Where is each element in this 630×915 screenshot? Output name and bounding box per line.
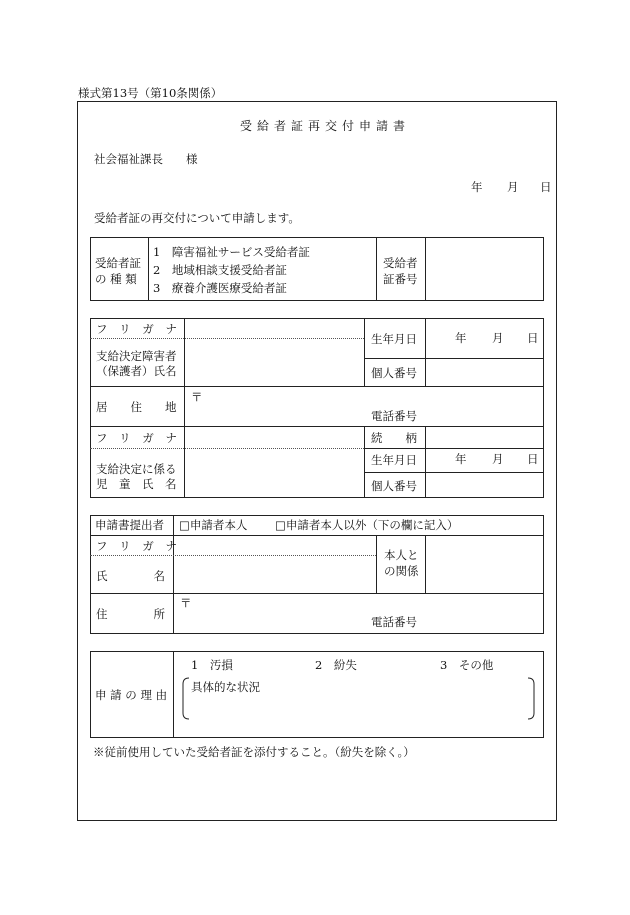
child-relation-field[interactable] bbox=[427, 428, 542, 446]
recipient-id-label: 個人番号 bbox=[371, 366, 417, 380]
submitter-name-label: 氏 名 bbox=[96, 569, 165, 583]
recipient-phone-label: 電話番号 bbox=[371, 409, 417, 423]
submitter-furigana-field[interactable] bbox=[175, 537, 374, 554]
recipient-name-field[interactable] bbox=[186, 340, 362, 384]
attachment-note: ※従前使用していた受給者証を添付すること。（紛失を除く。） bbox=[93, 745, 415, 759]
recipient-birth-day: 日 bbox=[527, 331, 539, 345]
reason-option-2[interactable]: 2 紛失 bbox=[315, 658, 357, 672]
cert-option-2: 2 地域相談支援受給者証 bbox=[153, 263, 287, 277]
reason-detail-label: 具体的な状況 bbox=[191, 680, 260, 694]
child-id-label: 個人番号 bbox=[371, 479, 417, 493]
addressee: 社会福祉課長 様 bbox=[94, 152, 198, 166]
form-id: 様式第13号（第10条関係） bbox=[78, 86, 223, 100]
submitter-address-label: 住 所 bbox=[96, 607, 165, 621]
recipient-address-label: 居 住 地 bbox=[96, 400, 177, 414]
reason-option-3[interactable]: 3 その他 bbox=[440, 658, 494, 672]
postal-mark: 〒 bbox=[191, 390, 203, 404]
date-day-label: 日 bbox=[540, 180, 552, 194]
child-birth-month: 月 bbox=[492, 452, 504, 466]
submitter-label: 申請書提出者 bbox=[95, 518, 164, 532]
reason-label: 申 請 の 理 由 bbox=[95, 688, 168, 702]
date-year-label: 年 bbox=[471, 180, 483, 194]
child-birth-year: 年 bbox=[455, 452, 467, 466]
child-name-label: 支給決定に係る bbox=[96, 462, 177, 476]
cert-number-field[interactable] bbox=[427, 239, 542, 299]
cert-type-label: 受給者証 bbox=[95, 256, 141, 270]
recipient-furigana-field[interactable] bbox=[186, 320, 362, 337]
cert-number-label: 受給者 bbox=[383, 256, 418, 270]
cert-option-3: 3 療養介護医療受給者証 bbox=[153, 281, 287, 295]
submitter-name-field[interactable] bbox=[175, 557, 374, 591]
child-birth-day: 日 bbox=[527, 452, 539, 466]
child-name-field[interactable] bbox=[186, 450, 362, 496]
cert-option-1: 1 障害福祉サービス受給者証 bbox=[153, 245, 310, 259]
recipient-furigana-label: フ リ ガ ナ bbox=[96, 322, 181, 336]
reason-option-1[interactable]: 1 汚損 bbox=[191, 658, 233, 672]
cert-number-label-2: 証番号 bbox=[383, 272, 418, 286]
recipient-birth-month: 月 bbox=[492, 331, 504, 345]
child-relation-label: 続 柄 bbox=[371, 431, 417, 445]
date-month-label: 月 bbox=[507, 180, 519, 194]
reason-detail-field[interactable] bbox=[190, 696, 524, 718]
intro-text: 受給者証の再交付について申請します。 bbox=[94, 211, 300, 225]
recipient-name-label-2: （保護者）氏名 bbox=[96, 364, 177, 378]
cert-type-label-2: の 種 類 bbox=[95, 272, 137, 286]
recipient-id-field[interactable] bbox=[427, 360, 542, 384]
child-birth-label: 生年月日 bbox=[371, 453, 417, 467]
form-title: 受給者証再交付申請書 bbox=[240, 119, 411, 133]
recipient-address-field[interactable] bbox=[200, 388, 542, 424]
child-name-label-2: 児 童 氏 名 bbox=[96, 477, 177, 491]
submitter-option-other[interactable]: □申請者本人以外（下の欄に記入） bbox=[275, 518, 459, 532]
submitter-phone-label: 電話番号 bbox=[371, 615, 417, 629]
submitter-relation-label: 本人と bbox=[384, 548, 419, 562]
child-furigana-field[interactable] bbox=[186, 428, 362, 446]
submitter-option-self[interactable]: □申請者本人 bbox=[179, 518, 248, 532]
recipient-name-label: 支給決定障害者 bbox=[96, 349, 177, 363]
submitter-postal-mark: 〒 bbox=[180, 596, 192, 610]
submitter-relation-field[interactable] bbox=[427, 537, 542, 591]
recipient-birth-year: 年 bbox=[455, 331, 467, 345]
recipient-birth-label: 生年月日 bbox=[371, 332, 417, 346]
submitter-address-field[interactable] bbox=[190, 595, 542, 632]
child-furigana-label: フ リ ガ ナ bbox=[96, 431, 181, 445]
submitter-relation-label-2: の関係 bbox=[384, 564, 419, 578]
child-id-field[interactable] bbox=[427, 474, 542, 496]
submitter-furigana-label: フ リ ガ ナ bbox=[96, 539, 181, 553]
